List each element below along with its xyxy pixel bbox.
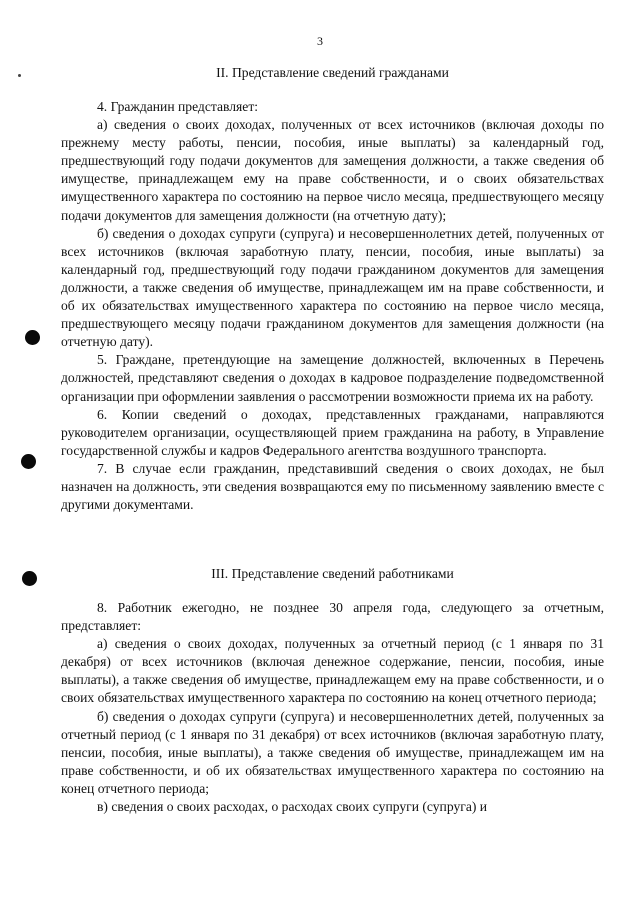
section-3-title: III. Представление сведений работниками — [211, 566, 454, 581]
paragraph: а) сведения о своих доходах, полученных от всех источников (включая доходы по прежнему месту работы, пенсии, пособия, иные выплаты) за календарный год, предшествующий году подачи документов для замещения должности, а также сведения об имуществе, принадлежащем ему на праве собственности, и о своих обязательствах имущественного характера по состоянию на первое число месяца, предшествующего месяцу подачи документов для замещения должности (на отчетную дату); — [61, 117, 604, 223]
punch-hole — [21, 454, 36, 469]
paragraph: 8. Работник ежегодно, не позднее 30 апреля года, следующего за отчетным, представляет: — [61, 600, 604, 634]
paragraph: 6. Копии сведений о доходах, представленных гражданами, направляются руководителем организации, осуществляющей прием гражданина на работу, в Управление государственной службы и кадров Федерального агентства воздушного транспорта. — [61, 406, 604, 458]
paragraph: б) сведения о доходах супруги (супруга) и несовершеннолетних детей, полученных за отчетный период (с 1 января по 31 декабря) от всех источников (включая заработную плату, пенсии, пособия, иные выплаты), а также сведения об имуществе, принадлежащем им на праве собственности, и об их обязательствах имущественного характера по состоянию на конец отчетного периода; — [61, 708, 604, 796]
section-2-body — [61, 98, 604, 514]
section-3-body — [61, 599, 604, 816]
punch-hole — [25, 330, 40, 345]
paragraph: 7. В случае если гражданин, представивший сведения о своих доходах, не был назначен на должность, эти сведения возвращаются ему по письменному заявлению вместе с другими документами. — [61, 460, 604, 513]
scan-speck — [18, 74, 21, 77]
paragraph: а) сведения о своих доходах, полученных за отчетный период (с 1 января по 31 декабря) от всех источников (включая денежное содержание, пенсии, пособия, иные выплаты), а также сведения об имуществе, принадлежащем ему на праве собственности, и о своих обязательствах имущественного характера по состоянию на конец отчетного периода; — [61, 636, 604, 706]
page-number: 3 — [317, 34, 323, 48]
paragraph: 5. Граждане, претендующие на замещение должностей, включенных в Перечень должностей, представляют сведения о доходах в кадровое подразделение подведомственной организации при оформлении заявления о рассмотрении возможности приема их на работу. — [61, 352, 604, 404]
paragraph: 4. Гражданин представляет: — [97, 99, 259, 114]
section-2-title: II. Представление сведений гражданами — [216, 65, 449, 80]
punch-hole — [22, 571, 37, 586]
paragraph: в) сведения о своих расходах, о расходах своих супруги (супруга) и — [97, 799, 488, 815]
paragraph: б) сведения о доходах супруги (супруга) и несовершеннолетних детей, полученных от всех источников (включая заработную плату, пенсии, пособия, иные выплаты) за календарный год, предшествующий году подачи гражданином документов для замещения должности, а также сведения об имуществе, принадлежащем им на праве собственности, и об их обязательствах имущественного характера по состоянию на первое число месяца, предшествующего месяцу подачи гражданином документов для замещения должности (на отчетную дату). — [61, 225, 604, 350]
